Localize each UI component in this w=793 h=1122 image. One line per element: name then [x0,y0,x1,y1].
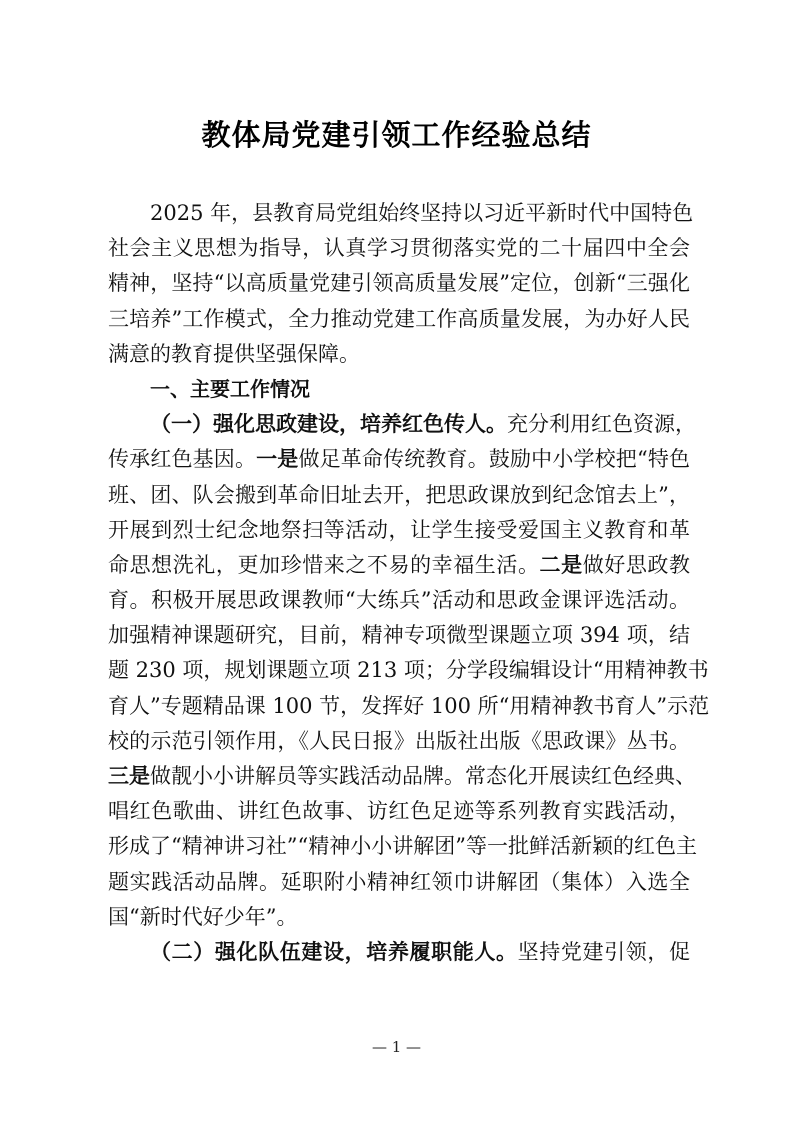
text-line: 题 230 项，规划课题立项 213 项；分学段编辑设计“用精神教书 [108,658,709,683]
subsection-2-paragraph [108,935,690,970]
text-line [108,548,690,583]
subsection-heading: （二）强化队伍建设，培养履职能人。 [150,939,518,964]
emphasis-label: 二是 [539,552,583,577]
subsection-1-paragraph [108,407,710,935]
text-line: 育人”专题精品课 100 节，发挥好 100 所“用精神教书育人”示范 [108,693,710,718]
text-span: 坚持党建引领，促 [517,939,690,964]
text-span: 命思想洗礼，更加珍惜来之不易的幸福生活。 [108,552,540,577]
intro-paragraph [108,196,694,372]
text-span: 充分利用红色资源， [507,412,696,437]
emphasis-label: 一是 [256,447,299,472]
text-line: 唱红色歌曲、讲红色故事、访红色足迹等系列教育实践活动， [108,799,690,824]
text-line: 题实践活动品牌。延职附小精神红领巾讲解团（集体）入选全 [108,869,690,894]
page-number: — 1 — [371,1038,422,1056]
text-span: 做足革命传统教育。鼓励中小学校把“特色 [298,447,691,472]
document-body [108,196,710,970]
text-line: 形成了“精神讲习社”“精神小小讲解团”等一批鲜活新颖的红色主 [108,834,697,859]
emphasis-label: 三是 [108,764,150,788]
text-line: 国“新时代好少年”。 [108,904,298,929]
text-line: 2025 年，县教育局党组始终坚持以习近平新时代中国特色 [150,201,694,225]
text-span: 做好思政教 [582,552,691,577]
text-span: 传承红色基因。 [108,447,257,472]
text-line: 加强精神课题研究，目前，精神专项微型课题立项 394 项，结 [108,623,690,648]
text-line [108,759,696,794]
text-line: 开展到烈士纪念地祭扫等活动，让学生接受爱国主义教育和革 [108,517,690,542]
subsection-heading: （一）强化思政建设，培养红色传人。 [150,412,507,437]
section-heading: 一、主要工作情况 [150,376,310,401]
text-line: 育。积极开展思政课教师“大练兵”活动和思政金课评选活动。 [108,588,690,613]
text-line: 班、团、队会搬到革命旧址去开，把思政课放到纪念馆去上”， [108,482,690,507]
text-line [108,407,696,442]
text-line [108,935,690,970]
document-title: 教体局党建引领工作经验总结 [201,118,592,152]
text-line: 三培养”工作模式，全力推动党建工作高质量发展，为办好人民 [108,306,690,331]
text-line: 满意的教育提供坚强保障。 [108,341,360,366]
text-span: 做靓小小讲解员等实践活动品牌。常态化开展读红色经典、 [150,764,696,788]
text-line: 精神，坚持“以高质量党建引领高质量发展”定位，创新“三强化 [108,271,690,296]
text-line: 社会主义思想为指导，认真学习贯彻落实党的二十届四中全会 [108,236,690,261]
text-line [108,442,690,477]
text-line: 校的示范引领作用，《人民日报》出版社出版《思政课》丛书。 [108,728,690,753]
